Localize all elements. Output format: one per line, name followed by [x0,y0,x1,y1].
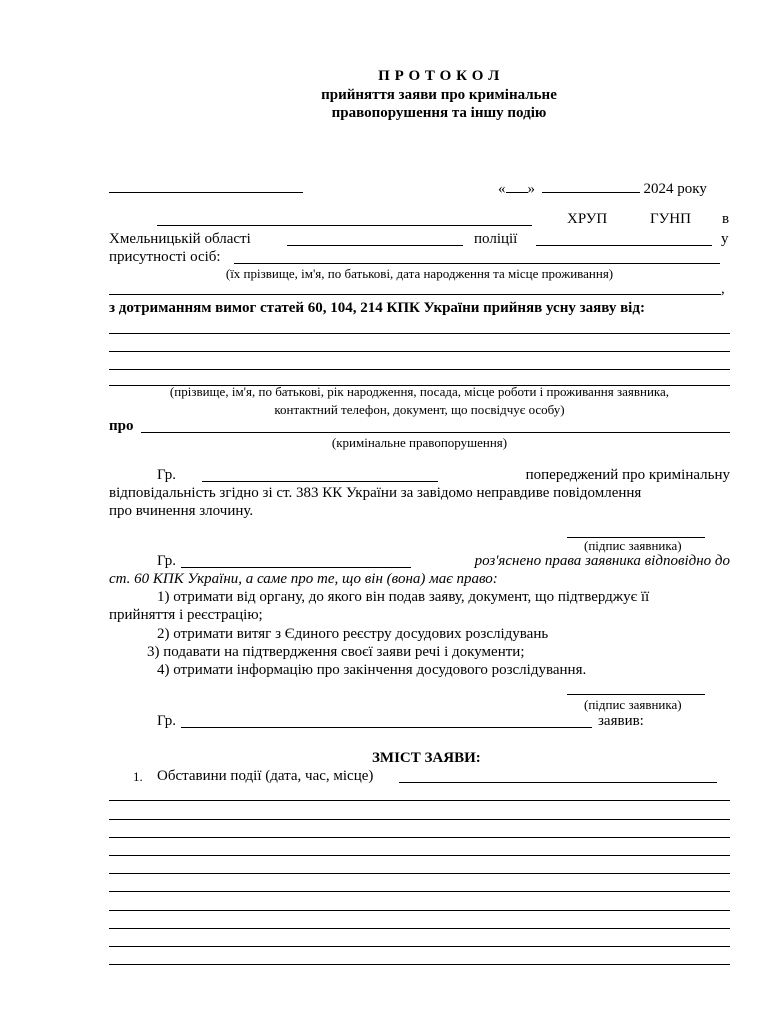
content-item-text: Обставини події (дата, час, місце) [157,768,374,784]
gunp-label: ГУНП [650,211,691,227]
document-title: П Р О Т О К О Л [378,68,500,84]
content-item-number: 1. [133,769,143,784]
warning-text-2: відповідальність згідно зі ст. 383 КК України за завідомо неправдиве повідомлення [109,485,642,501]
quote-open: « [498,181,506,197]
persons-blank-2[interactable] [109,280,721,300]
signature-hint-2: (підпис заявника) [584,697,682,712]
region-text: Хмельницькій області [109,231,251,247]
rights-gr: Гр. [157,553,176,569]
applicant-hint-1: (прізвище, ім'я, по батькові, рік народження, посада, місце роботи і проживання заявника, [169,384,670,399]
warning-gr: Гр. [157,467,176,483]
applicant-line-3[interactable] [109,369,730,370]
unit-blank[interactable] [536,231,712,251]
preposition-u: у [721,231,729,247]
place-field[interactable] [109,178,303,198]
document-subtitle-line2: правопорушення та іншу подію [331,105,547,121]
year-text: 2024 року [643,181,707,197]
day-blank[interactable] [506,178,528,193]
rights-explained-1: роз'яснено права заявника відповідно до [474,553,730,569]
about-label: про [109,418,134,434]
content-line-5[interactable] [109,873,730,874]
applicant-line-1[interactable] [109,333,730,334]
content-line-3[interactable] [109,837,730,838]
rights-item-3: 3) подавати на підтвердження своєї заяви речі і документи; [147,644,525,660]
signature-hint-1: (підпис заявника) [584,538,682,553]
rights-item-1b: прийняття і реєстрацію; [109,607,263,623]
circumstances-blank[interactable] [399,768,717,788]
hrup-label: ХРУП [567,211,608,227]
comma: , [721,281,725,297]
rights-item-4: 4) отримати інформацію про закінчення досудового розслідування. [157,662,587,678]
persons-hint: (їх прізвище, ім'я, по батькові, дата народження та місце проживання) [225,266,614,281]
rights-item-2: 2) отримати витяг з Єдиного реєстру досудових розслідувань [157,626,549,642]
quote-close: » [527,181,535,197]
date-field[interactable] [498,178,707,198]
warning-text-3: про вчинення злочину. [109,503,254,519]
month-blank[interactable] [542,178,640,193]
department-blank[interactable] [287,231,463,251]
warning-text-1: попереджений про кримінальну [525,467,730,483]
content-line-4[interactable] [109,855,730,856]
applicant-line-2[interactable] [109,351,730,352]
requirements-text: з дотриманням вимог статей 60, 104, 214 КПК України прийняв усну заяву від: [109,300,645,316]
rights-explained-2: ст. 60 КПК України, а саме про те, що він (вона) має право: [109,571,498,587]
police-text: поліції [474,231,518,247]
content-line-9[interactable] [109,946,730,947]
content-line-2[interactable] [109,819,730,820]
document-subtitle-line1: прийняття заяви про кримінальне [321,87,557,103]
content-heading: ЗМІСТ ЗАЯВИ: [372,750,481,766]
content-line-1[interactable] [109,800,730,801]
content-line-6[interactable] [109,891,730,892]
declared-text: заявив: [598,713,644,729]
presence-label: присутності осіб: [109,249,221,265]
preposition-v: в [722,211,730,227]
rights-item-1a: 1) отримати від органу, до якого він подав заяву, документ, що підтверджує її [157,589,650,605]
offense-hint: (кримінальне правопорушення) [331,435,508,450]
content-line-7[interactable] [109,910,730,911]
officer-blank[interactable] [157,211,532,231]
declared-gr: Гр. [157,713,176,729]
content-line-8[interactable] [109,928,730,929]
declared-name-blank[interactable] [181,713,592,733]
content-line-10[interactable] [109,964,730,965]
applicant-hint-2: контактний телефон, документ, що посвідчує особу) [274,402,565,417]
